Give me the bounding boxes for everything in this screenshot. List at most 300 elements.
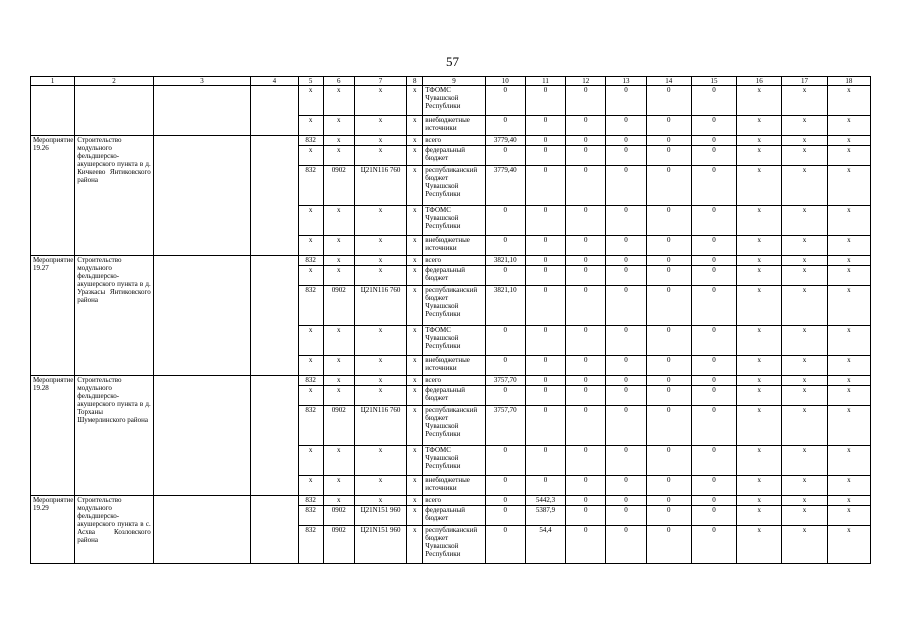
funding-source: всего xyxy=(423,376,485,386)
cell-c10: 0 xyxy=(485,446,525,476)
cell-c12: 0 xyxy=(566,236,606,256)
funding-source: федеральный бюджет xyxy=(423,266,485,286)
cell-c8: x xyxy=(407,376,423,386)
cell-c14: 0 xyxy=(646,206,691,236)
cell-c8: x xyxy=(407,136,423,146)
cell-c12: 0 xyxy=(566,286,606,326)
cell-c5: 832 xyxy=(298,496,323,506)
funding-source: республиканский бюджет Чувашской Республики xyxy=(423,526,485,564)
cell-c15: 0 xyxy=(691,506,736,526)
cell-c16: x xyxy=(737,376,782,386)
measure-label: Мероприятие 19.29 xyxy=(31,496,75,564)
cell-c11: 0 xyxy=(525,206,565,236)
column-number: 14 xyxy=(646,77,691,86)
column-number: 10 xyxy=(485,77,525,86)
column-number: 1 xyxy=(31,77,75,86)
cell-c8: x xyxy=(407,406,423,446)
cell-c6: 0902 xyxy=(323,166,354,206)
cell-c13: 0 xyxy=(606,206,646,236)
cell-c6: x xyxy=(323,376,354,386)
cell-c10: 3821,10 xyxy=(485,286,525,326)
cell-c14: 0 xyxy=(646,356,691,376)
cell-c16: x xyxy=(737,526,782,564)
cell-c10: 0 xyxy=(485,476,525,496)
cell-c8: x xyxy=(407,236,423,256)
table-row xyxy=(31,376,871,386)
cell-c16: x xyxy=(737,116,782,136)
cell-c16: x xyxy=(737,266,782,286)
cell-c7: x xyxy=(354,86,406,116)
cell-c8: x xyxy=(407,326,423,356)
cell-c15: 0 xyxy=(691,146,736,166)
cell-c7: x xyxy=(354,236,406,256)
cell-c6: 0902 xyxy=(323,526,354,564)
cell-c5: x xyxy=(298,86,323,116)
cell-c17: x xyxy=(782,476,827,496)
cell-c18: x xyxy=(827,526,870,564)
cell-c18: x xyxy=(827,376,870,386)
cell-c18: x xyxy=(827,326,870,356)
cell-c15: 0 xyxy=(691,266,736,286)
cell-c15: 0 xyxy=(691,446,736,476)
column-number-row xyxy=(31,77,871,86)
cell-c16: x xyxy=(737,406,782,446)
column-number: 11 xyxy=(525,77,565,86)
cell-c12: 0 xyxy=(566,506,606,526)
cell-c10: 0 xyxy=(485,526,525,564)
cell-c17: x xyxy=(782,166,827,206)
cell-c13: 0 xyxy=(606,356,646,376)
cell-c15: 0 xyxy=(691,206,736,236)
cell-c16: x xyxy=(737,356,782,376)
cell-c11: 0 xyxy=(525,386,565,406)
cell-c5: x xyxy=(298,236,323,256)
cell-c18: x xyxy=(827,256,870,266)
cell-c8: x xyxy=(407,286,423,326)
cell-c10: 0 xyxy=(485,326,525,356)
cell-c15: 0 xyxy=(691,326,736,356)
cell-c10: 0 xyxy=(485,496,525,506)
cell-c7: x xyxy=(354,476,406,496)
cell-c7: Ц21N151 960 xyxy=(354,526,406,564)
cell-c8: x xyxy=(407,526,423,564)
cell-c14: 0 xyxy=(646,236,691,256)
cell-c14: 0 xyxy=(646,266,691,286)
cell-c14: 0 xyxy=(646,526,691,564)
cell-c12: 0 xyxy=(566,116,606,136)
cell-c14: 0 xyxy=(646,376,691,386)
cell-c11: 0 xyxy=(525,236,565,256)
cell-c17: x xyxy=(782,506,827,526)
cell-c6: x xyxy=(323,146,354,166)
funding-source: республиканский бюджет Чувашской Республики xyxy=(423,406,485,446)
cell-c15: 0 xyxy=(691,166,736,206)
cell-c7: x xyxy=(354,496,406,506)
table-row xyxy=(31,496,871,506)
cell-c16: x xyxy=(737,236,782,256)
cell-c5: 832 xyxy=(298,506,323,526)
cell-c15: 0 xyxy=(691,496,736,506)
cell-c5: x xyxy=(298,116,323,136)
table-row xyxy=(31,256,871,266)
cell-c13: 0 xyxy=(606,256,646,266)
column-number: 6 xyxy=(323,77,354,86)
cell-c14: 0 xyxy=(646,286,691,326)
cell-c11: 0 xyxy=(525,326,565,356)
cell-c10: 0 xyxy=(485,236,525,256)
funding-source: федеральный бюджет xyxy=(423,506,485,526)
cell-c13: 0 xyxy=(606,116,646,136)
measure-name: Строительство модульного фельдшерско-акушерского пункта в д. Кичкеево Янтиковского района xyxy=(75,136,153,256)
cell-c7: Ц21N151 960 xyxy=(354,506,406,526)
funding-source: ТФОМС Чувашской Республики xyxy=(423,206,485,236)
cell-c12: 0 xyxy=(566,406,606,446)
cell-c13: 0 xyxy=(606,266,646,286)
cell-c18: x xyxy=(827,206,870,236)
cell-c11: 54,4 xyxy=(525,526,565,564)
page-number: 57 xyxy=(446,54,459,69)
cell-c5: x xyxy=(298,146,323,166)
cell-c13: 0 xyxy=(606,376,646,386)
cell-c17: x xyxy=(782,496,827,506)
cell-c6: x xyxy=(323,496,354,506)
cell-c11: 0 xyxy=(525,116,565,136)
cell-c16: x xyxy=(737,496,782,506)
funding-source: ТФОМС Чувашской Республики xyxy=(423,326,485,356)
cell-c18: x xyxy=(827,476,870,496)
cell-c16: x xyxy=(737,446,782,476)
cell-c18: x xyxy=(827,386,870,406)
cell-c15: 0 xyxy=(691,236,736,256)
target-indicator xyxy=(251,376,298,496)
funding-source: внебюджетные источники xyxy=(423,116,485,136)
cell-c7: x xyxy=(354,356,406,376)
cell-c5: 832 xyxy=(298,376,323,386)
funding-source: республиканский бюджет Чувашской Республики xyxy=(423,286,485,326)
cell-c12: 0 xyxy=(566,266,606,286)
cell-c12: 0 xyxy=(566,496,606,506)
cell-c14: 0 xyxy=(646,116,691,136)
cell-c7: Ц21N116 760 xyxy=(354,166,406,206)
cell-c8: x xyxy=(407,116,423,136)
cell-c5: x xyxy=(298,386,323,406)
measure-name: Строительство модульного фельдшерско-акушерского пункта в д. Торханы Шумерлинского района xyxy=(75,376,153,496)
cell-c17: x xyxy=(782,136,827,146)
cell-c15: 0 xyxy=(691,386,736,406)
cell-c5: x xyxy=(298,476,323,496)
column-number: 2 xyxy=(75,77,153,86)
cell-c7: x xyxy=(354,446,406,476)
cell-c5: 832 xyxy=(298,406,323,446)
cell-c13: 0 xyxy=(606,86,646,116)
cell-c7: Ц21N116 760 xyxy=(354,406,406,446)
cell-c13: 0 xyxy=(606,406,646,446)
cell-c18: x xyxy=(827,506,870,526)
cell-c17: x xyxy=(782,86,827,116)
cell-c6: x xyxy=(323,266,354,286)
cell-c8: x xyxy=(407,506,423,526)
cell-c12: 0 xyxy=(566,146,606,166)
cell-c11: 0 xyxy=(525,446,565,476)
cell-c12: 0 xyxy=(566,256,606,266)
cell-c11: 0 xyxy=(525,146,565,166)
cell-c6: x xyxy=(323,476,354,496)
funding-source: ТФОМС Чувашской Республики xyxy=(423,446,485,476)
cell-c10: 0 xyxy=(485,386,525,406)
cell-c10: 0 xyxy=(485,356,525,376)
cell-c5: x xyxy=(298,206,323,236)
cell-c10: 0 xyxy=(485,86,525,116)
cell-c6: 0902 xyxy=(323,286,354,326)
cell-c12: 0 xyxy=(566,376,606,386)
cell-c6: x xyxy=(323,116,354,136)
cell-c18: x xyxy=(827,356,870,376)
cell-c18: x xyxy=(827,446,870,476)
cell-c11: 5442,3 xyxy=(525,496,565,506)
cell-c12: 0 xyxy=(566,86,606,116)
cell-c18: x xyxy=(827,136,870,146)
cell-c6: x xyxy=(323,356,354,376)
cell-c13: 0 xyxy=(606,166,646,206)
cell-c12: 0 xyxy=(566,526,606,564)
cell-c17: x xyxy=(782,146,827,166)
cell-c16: x xyxy=(737,326,782,356)
cell-c6: x xyxy=(323,386,354,406)
cell-c14: 0 xyxy=(646,386,691,406)
cell-c10: 0 xyxy=(485,146,525,166)
cell-c18: x xyxy=(827,266,870,286)
cell-c5: 832 xyxy=(298,526,323,564)
cell-c6: x xyxy=(323,206,354,236)
cell-c18: x xyxy=(827,146,870,166)
cell-c13: 0 xyxy=(606,496,646,506)
cell-c8: x xyxy=(407,356,423,376)
cell-c17: x xyxy=(782,446,827,476)
cell-c6: x xyxy=(323,446,354,476)
cell-c16: x xyxy=(737,136,782,146)
cell-c18: x xyxy=(827,86,870,116)
cell-c16: x xyxy=(737,506,782,526)
cell-c8: x xyxy=(407,86,423,116)
cell-c11: 5387,9 xyxy=(525,506,565,526)
cell-c8: x xyxy=(407,496,423,506)
cell-c15: 0 xyxy=(691,356,736,376)
cell-c17: x xyxy=(782,266,827,286)
cell-c8: x xyxy=(407,256,423,266)
table-row xyxy=(31,86,871,116)
cell-c5: 832 xyxy=(298,136,323,146)
cell-c18: x xyxy=(827,496,870,506)
cell-c11: 0 xyxy=(525,356,565,376)
cell-c17: x xyxy=(782,236,827,256)
cell-c8: x xyxy=(407,206,423,236)
cell-c7: x xyxy=(354,326,406,356)
cell-c17: x xyxy=(782,326,827,356)
cell-c15: 0 xyxy=(691,376,736,386)
cell-c10: 3779,40 xyxy=(485,136,525,146)
cell-c10: 3779,40 xyxy=(485,166,525,206)
funding-source: внебюджетные источники xyxy=(423,476,485,496)
cell-c13: 0 xyxy=(606,476,646,496)
cell-c14: 0 xyxy=(646,476,691,496)
executor xyxy=(153,136,251,256)
cell-c10: 3757,70 xyxy=(485,406,525,446)
target-indicator xyxy=(251,136,298,256)
cell-c15: 0 xyxy=(691,406,736,446)
cell-c15: 0 xyxy=(691,136,736,146)
cell-c5: x xyxy=(298,446,323,476)
column-number: 16 xyxy=(737,77,782,86)
column-number: 17 xyxy=(782,77,827,86)
cell-c16: x xyxy=(737,146,782,166)
cell-c12: 0 xyxy=(566,386,606,406)
column-number: 8 xyxy=(407,77,423,86)
cell-c17: x xyxy=(782,386,827,406)
funding-source: всего xyxy=(423,256,485,266)
cell-c12: 0 xyxy=(566,166,606,206)
cell-c15: 0 xyxy=(691,526,736,564)
column-number: 4 xyxy=(251,77,298,86)
cell-c11: 0 xyxy=(525,376,565,386)
cell-c5: 832 xyxy=(298,166,323,206)
executor xyxy=(153,256,251,376)
column-number: 5 xyxy=(298,77,323,86)
cell-c13: 0 xyxy=(606,136,646,146)
cell-c6: x xyxy=(323,256,354,266)
cell-c11: 0 xyxy=(525,406,565,446)
cell-c12: 0 xyxy=(566,136,606,146)
table-row xyxy=(31,136,871,146)
cell-c7: x xyxy=(354,206,406,236)
cell-c5: x xyxy=(298,266,323,286)
executor xyxy=(153,496,251,564)
measure-name: Строительство модульного фельдшерско-акушерского пункта в д. Уразкасы Янтиковского района xyxy=(75,256,153,376)
cell-c12: 0 xyxy=(566,326,606,356)
column-number: 18 xyxy=(827,77,870,86)
cell-c6: 0902 xyxy=(323,406,354,446)
cell-c7: x xyxy=(354,256,406,266)
cell-c7: Ц21N116 760 xyxy=(354,286,406,326)
cell-c14: 0 xyxy=(646,146,691,166)
measure-name xyxy=(75,86,153,136)
cell-c7: x xyxy=(354,376,406,386)
target-indicator xyxy=(251,496,298,564)
cell-c17: x xyxy=(782,526,827,564)
cell-c18: x xyxy=(827,236,870,256)
cell-c17: x xyxy=(782,206,827,236)
cell-c13: 0 xyxy=(606,446,646,476)
cell-c7: x xyxy=(354,136,406,146)
executor xyxy=(153,376,251,496)
cell-c14: 0 xyxy=(646,506,691,526)
cell-c10: 0 xyxy=(485,116,525,136)
column-number: 9 xyxy=(423,77,485,86)
measure-label: Мероприятие 19.26 xyxy=(31,136,75,256)
cell-c14: 0 xyxy=(646,256,691,266)
cell-c7: x xyxy=(354,386,406,406)
measure-label: Мероприятие 19.27 xyxy=(31,256,75,376)
cell-c8: x xyxy=(407,266,423,286)
cell-c12: 0 xyxy=(566,446,606,476)
cell-c5: x xyxy=(298,326,323,356)
budget-table xyxy=(30,76,871,564)
cell-c8: x xyxy=(407,166,423,206)
cell-c15: 0 xyxy=(691,476,736,496)
cell-c18: x xyxy=(827,116,870,136)
cell-c13: 0 xyxy=(606,506,646,526)
cell-c14: 0 xyxy=(646,496,691,506)
cell-c11: 0 xyxy=(525,256,565,266)
column-number: 13 xyxy=(606,77,646,86)
cell-c17: x xyxy=(782,406,827,446)
cell-c18: x xyxy=(827,406,870,446)
cell-c13: 0 xyxy=(606,326,646,356)
cell-c5: 832 xyxy=(298,286,323,326)
cell-c15: 0 xyxy=(691,86,736,116)
cell-c6: x xyxy=(323,326,354,356)
cell-c17: x xyxy=(782,376,827,386)
cell-c7: x xyxy=(354,146,406,166)
cell-c12: 0 xyxy=(566,356,606,376)
cell-c16: x xyxy=(737,476,782,496)
cell-c14: 0 xyxy=(646,86,691,116)
cell-c16: x xyxy=(737,386,782,406)
funding-source: всего xyxy=(423,136,485,146)
cell-c12: 0 xyxy=(566,476,606,496)
column-number: 15 xyxy=(691,77,736,86)
cell-c7: x xyxy=(354,116,406,136)
cell-c6: x xyxy=(323,86,354,116)
cell-c8: x xyxy=(407,446,423,476)
cell-c11: 0 xyxy=(525,286,565,326)
measure-label xyxy=(31,86,75,136)
cell-c11: 0 xyxy=(525,166,565,206)
cell-c17: x xyxy=(782,116,827,136)
cell-c11: 0 xyxy=(525,86,565,116)
funding-source: федеральный бюджет xyxy=(423,386,485,406)
cell-c10: 3757,70 xyxy=(485,376,525,386)
cell-c10: 3821,10 xyxy=(485,256,525,266)
cell-c6: x xyxy=(323,236,354,256)
funding-source: внебюджетные источники xyxy=(423,236,485,256)
cell-c15: 0 xyxy=(691,286,736,326)
funding-source: ТФОМС Чувашской Республики xyxy=(423,86,485,116)
funding-source: внебюджетные источники xyxy=(423,356,485,376)
funding-source: федеральный бюджет xyxy=(423,146,485,166)
cell-c10: 0 xyxy=(485,506,525,526)
cell-c13: 0 xyxy=(606,526,646,564)
cell-c17: x xyxy=(782,356,827,376)
measure-label: Мероприятие 19.28 xyxy=(31,376,75,496)
cell-c11: 0 xyxy=(525,136,565,146)
cell-c16: x xyxy=(737,256,782,266)
cell-c14: 0 xyxy=(646,326,691,356)
cell-c14: 0 xyxy=(646,166,691,206)
cell-c15: 0 xyxy=(691,256,736,266)
cell-c18: x xyxy=(827,286,870,326)
cell-c17: x xyxy=(782,286,827,326)
cell-c10: 0 xyxy=(485,266,525,286)
measure-name: Строительство модульного фельдшерско-акушерского пункта в с. Асхва Козловского района xyxy=(75,496,153,564)
cell-c8: x xyxy=(407,476,423,496)
target-indicator xyxy=(251,86,298,136)
cell-c15: 0 xyxy=(691,116,736,136)
cell-c16: x xyxy=(737,286,782,326)
funding-source: республиканский бюджет Чувашской Республики xyxy=(423,166,485,206)
cell-c13: 0 xyxy=(606,386,646,406)
cell-c6: x xyxy=(323,136,354,146)
cell-c5: x xyxy=(298,356,323,376)
